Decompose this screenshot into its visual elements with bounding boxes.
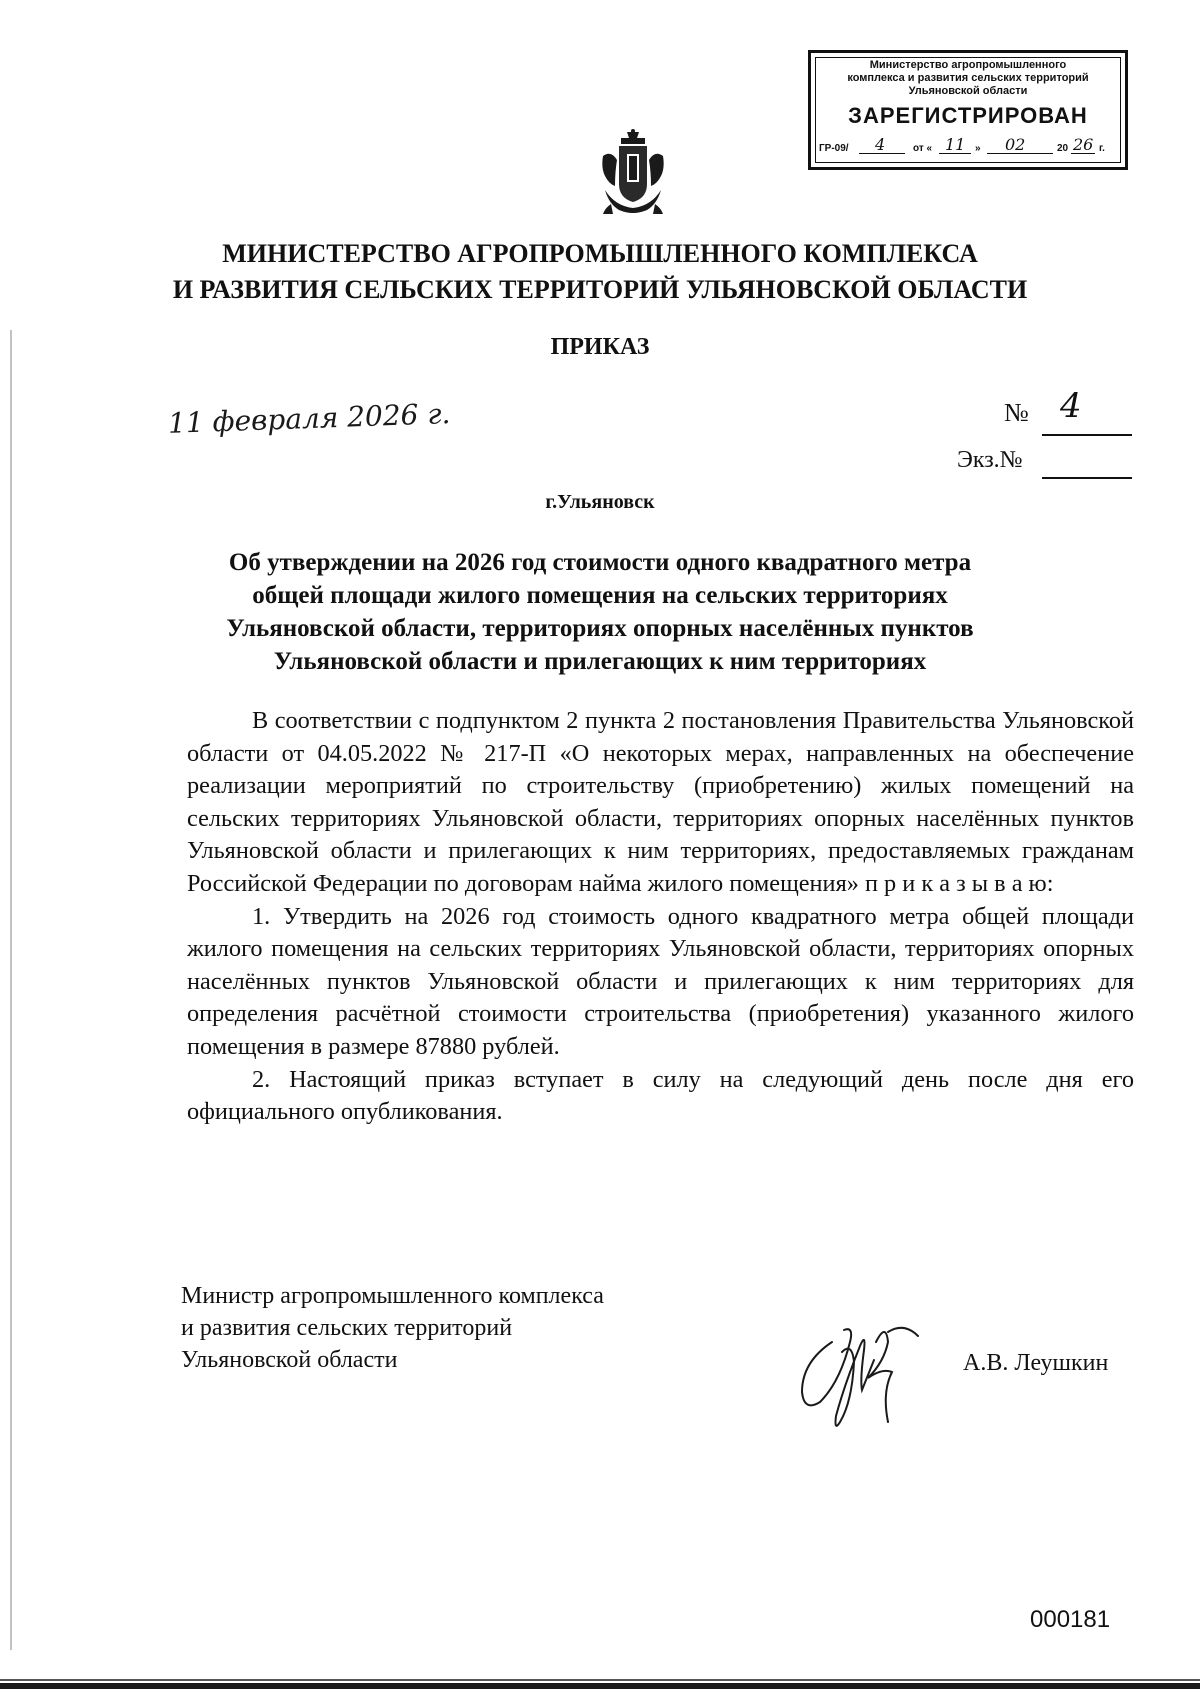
ministry-name-line2: И РАЗВИТИЯ СЕЛЬСКИХ ТЕРРИТОРИЙ УЛЬЯНОВСКОЙ ОБЛАСТИ [172, 275, 1028, 304]
copy-number-label: Экз.№ [957, 447, 1023, 473]
signatory-position-line3: Ульяновской области [181, 1347, 398, 1373]
scan-bottom-line [0, 1679, 1200, 1681]
stamp-org-line1: Министерство агропромышленного [869, 59, 1067, 71]
order-body [187, 705, 1134, 1129]
item-1-paragraph: 1. Утвердить на 2026 год стоимость одного квадратного метра общей площади жилого помещения на сельских территориях Ульяновской области, территориях опорных населённых пунктов Ульяновской области и прилегающих к ним территориях для определения расчётной стоимости строительства (приобретения) указанного жилого помещения в размере 87880 рублей. [187, 902, 1134, 1060]
order-title-line1: Об утверждении на 2026 год стоимости одного квадратного метра [228, 549, 972, 576]
handwritten-signature [792, 1312, 942, 1427]
stamp-year-suffix: 26 [1073, 135, 1094, 154]
scan-bottom-bar [0, 1683, 1200, 1689]
number-label: № [1004, 398, 1029, 427]
registration-stamp [808, 50, 1128, 170]
signatory-position-line2: и развития сельских территорий [181, 1315, 513, 1341]
stamp-registration-row [817, 135, 1119, 161]
ministry-name-line1: МИНИСТЕРСТВО АГРОПРОМЫШЛЕННОГО КОМПЛЕКСА [222, 239, 978, 268]
stamp-org-line3: Ульяновской области [908, 85, 1028, 97]
handwritten-date: 11 февраля 2026 г. [167, 397, 451, 440]
stamp-day: 11 [945, 135, 966, 154]
order-title-line2: общей площади жилого помещения на сельских территориях [252, 582, 948, 609]
ministry-name [0, 236, 1200, 308]
order-title [0, 546, 1200, 678]
scan-edge-line [10, 330, 12, 1650]
coat-of-arms-emblem [597, 128, 669, 218]
stamp-year-end: г. [1099, 143, 1105, 154]
stamp-reg-prefix: ГР-09/ [819, 143, 849, 154]
copy-number-underline [1042, 477, 1132, 479]
stamp-reg-number: 4 [875, 135, 886, 154]
order-title-line4: Ульяновской области и прилегающих к ним территориях [273, 648, 927, 675]
document-code: 000181 [1030, 1606, 1111, 1633]
stamp-year-prefix: 20 [1057, 143, 1069, 154]
stamp-org-line2: комплекса и развития сельских территорий [847, 72, 1089, 84]
stamp-day-close: » [975, 143, 981, 154]
stamp-title: ЗАРЕГИСТРИРОВАН [848, 103, 1088, 128]
stamp-month: 02 [1005, 135, 1026, 154]
order-title-line3: Ульяновской области, территориях опорных населённых пунктов [226, 615, 974, 642]
signatory-name: А.В. Леушкин [963, 1350, 1109, 1376]
city: г.Ульяновск [545, 491, 655, 513]
signatory-position-line1: Министр агропромышленного комплекса [181, 1283, 604, 1309]
handwritten-number: 4 [1060, 386, 1082, 426]
signatory-position [181, 1280, 604, 1376]
document-type: ПРИКАЗ [550, 334, 650, 360]
item-2-paragraph: 2. Настоящий приказ вступает в силу на следующий день после дня его официального опубликования. [187, 1065, 1134, 1126]
preamble-paragraph: В соответствии с подпунктом 2 пункта 2 постановления Правительства Ульяновской области от 04.05.2022 № 217-П «О некоторых мерах, направленных на обеспечение реализации мероприятий по строительству (приобретению) жилых помещений на сельских территориях Ульяновской области, территориях опорных населённых пунктов Ульяновской области и прилегающих к ним территориях, предоставляемых гражданам Российской Федерации по договорам найма жилого помещения» п р и к а з ы в а ю: [187, 707, 1134, 897]
stamp-from-label: от « [913, 143, 933, 154]
number-underline [1042, 434, 1132, 436]
